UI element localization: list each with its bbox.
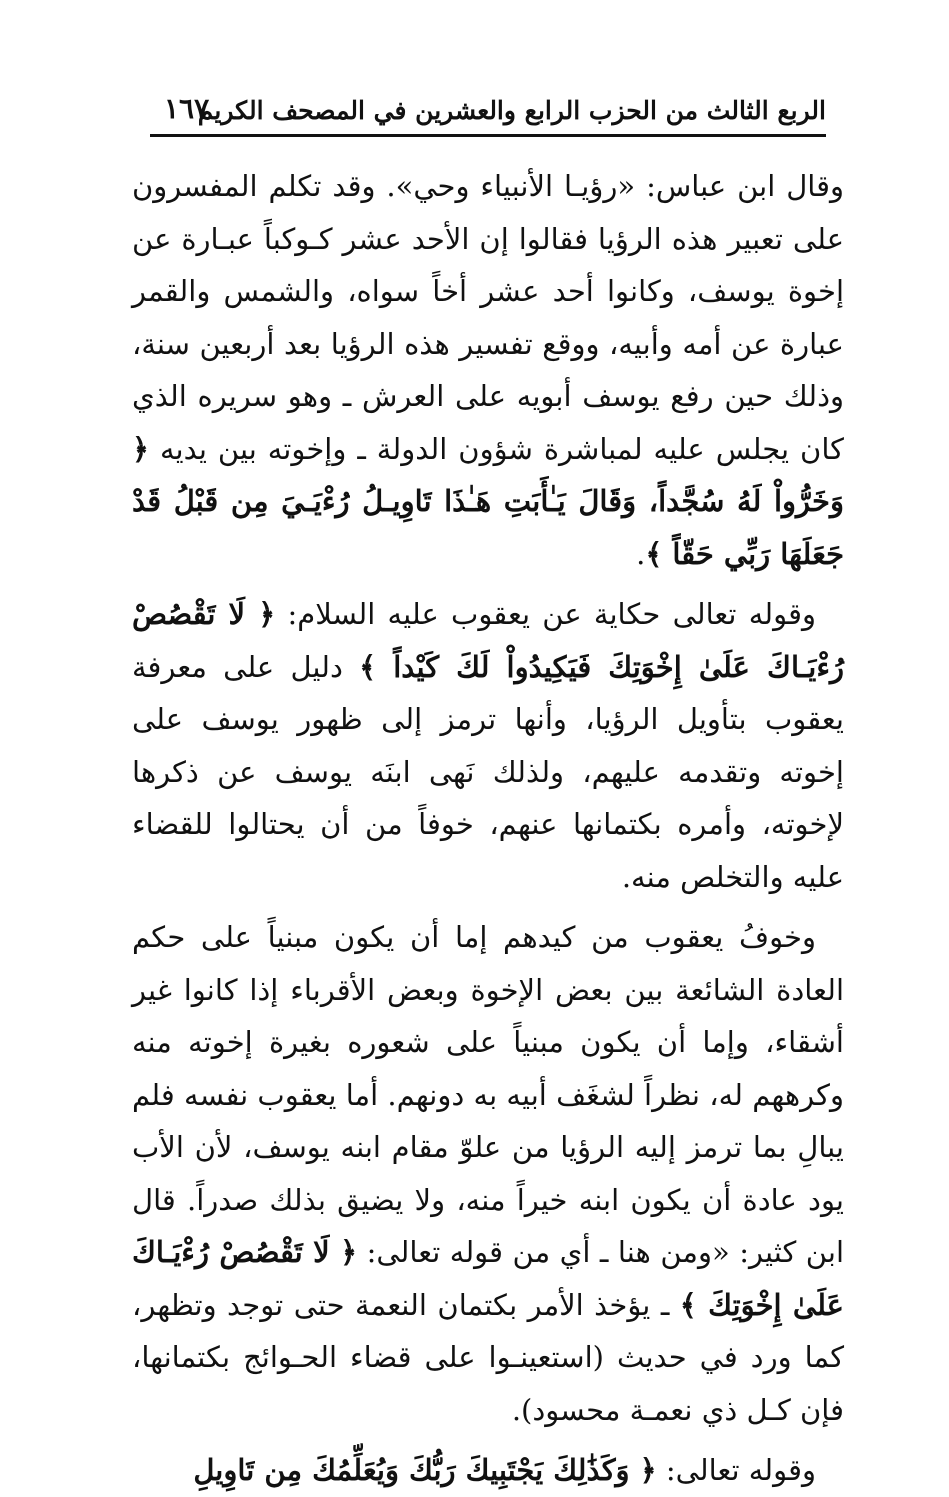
paragraph xyxy=(132,160,844,580)
paragraph xyxy=(132,588,844,903)
text-segment: . xyxy=(636,536,646,571)
paragraph xyxy=(132,911,844,1436)
quran-verse: ﴿ لَا تَقْصُصْ رُءْيَـاكَ عَلَىٰ إِخْوَتِكَ ﴾ xyxy=(132,1235,844,1322)
text-segment: ـ يؤخذ الأمر بكتمان النعمة حتى توجد وتظهر، كما ورد في حديث (استعينـوا على قضاء الحـوائج بكتمانها، فإن كـل ذي نعمـة محسود). xyxy=(132,1287,844,1427)
text-segment: دليل على معرفة يعقوب بتأويل الرؤيا، وأنها ترمز إلى ظهور يوسف على إخوته وتقدمه عليهم، ولذلك نَهى ابنَه يوسف عن ذكرها لإخوته، وأمره بكتمانها عنهم، خوفاً من أن يحتالوا للقضاء عليه والتخلص منه. xyxy=(132,649,844,894)
quran-verse: ﴿ لَا تَقْصُصْ رُءْيَـاكَ عَلَىٰ إِخْوَتِكَ فَيَكِيدُواْ لَكَ كَيْداً ﴾ xyxy=(132,597,844,684)
text-segment: وقوله تعالى حكاية عن يعقوب عليه السلام: xyxy=(275,597,816,631)
running-head-title: الربع الثالث من الحزب الرابع والعشرين في المصحف الكريم xyxy=(197,96,826,125)
text-segment: وقوله تعالى: xyxy=(656,1453,816,1487)
text-segment: وقال ابن عباس: «رؤيـا الأنبياء وحي». وقد تكلم المفسرون على تعبير هذه الرؤيا فقالوا إن الأحد عشر كـوكباً عبـارة عن إخوة يوسف، وكانوا أحد عشر أخاً سواه، والشمس والقمر عبارة عن أمه وأبيه، ووقع تفسير هذه الرؤيا بعد أربعين سنة، وذلك حين رفع يوسف أبويه على العرش ـ وهو سريره الذي كان يجلس عليه لمباشرة شؤون الدولة ـ وإخوته بين يديه xyxy=(132,169,844,466)
quran-verse: ﴿ وَخَرُّواْ لَهُ سُجَّداً، وَقَالَ يَـٰأَبَتِ هَـٰذَا تَاوِيـلُ رُءْيَـيَ مِن قَبْلُ قَدْ جَعَلَهَا رَبِّي حَقّاً ﴾ xyxy=(132,431,844,571)
text-segment: وخوفُ يعقوب من كيدهم إما أن يكون مبنياً على حكم العادة الشائعة بين بعض الإخوة وبعض الأقرباء إذا كانوا غير أشقاء، وإما أن يكون مبنياً على شعوره بغيرة إخوته منه وكرههم له، نظراً لشغَف أبيه به دونهم. أما يعقوب نفسه فلم يبالِ بما ترمز إليه الرؤيا من علوّ مقام ابنه يوسف، لأن الأب يود عادة أن يكون ابنه خيراً منه، ولا يضيق بذلك صدراً. قال ابن كثير: «ومن هنا ـ أي من قوله تعالى: xyxy=(132,920,844,1269)
page-number: ١٦٧ xyxy=(164,92,210,125)
page-header xyxy=(150,92,826,137)
paragraph xyxy=(132,1444,844,1497)
quran-verse: ﴿ وَكَذَٰلِكَ يَجْتَبِيكَ رَبُّكَ وَيُعَلِّمُكَ مِن تَاوِيلِ xyxy=(193,1453,657,1487)
body-text xyxy=(132,160,844,1487)
